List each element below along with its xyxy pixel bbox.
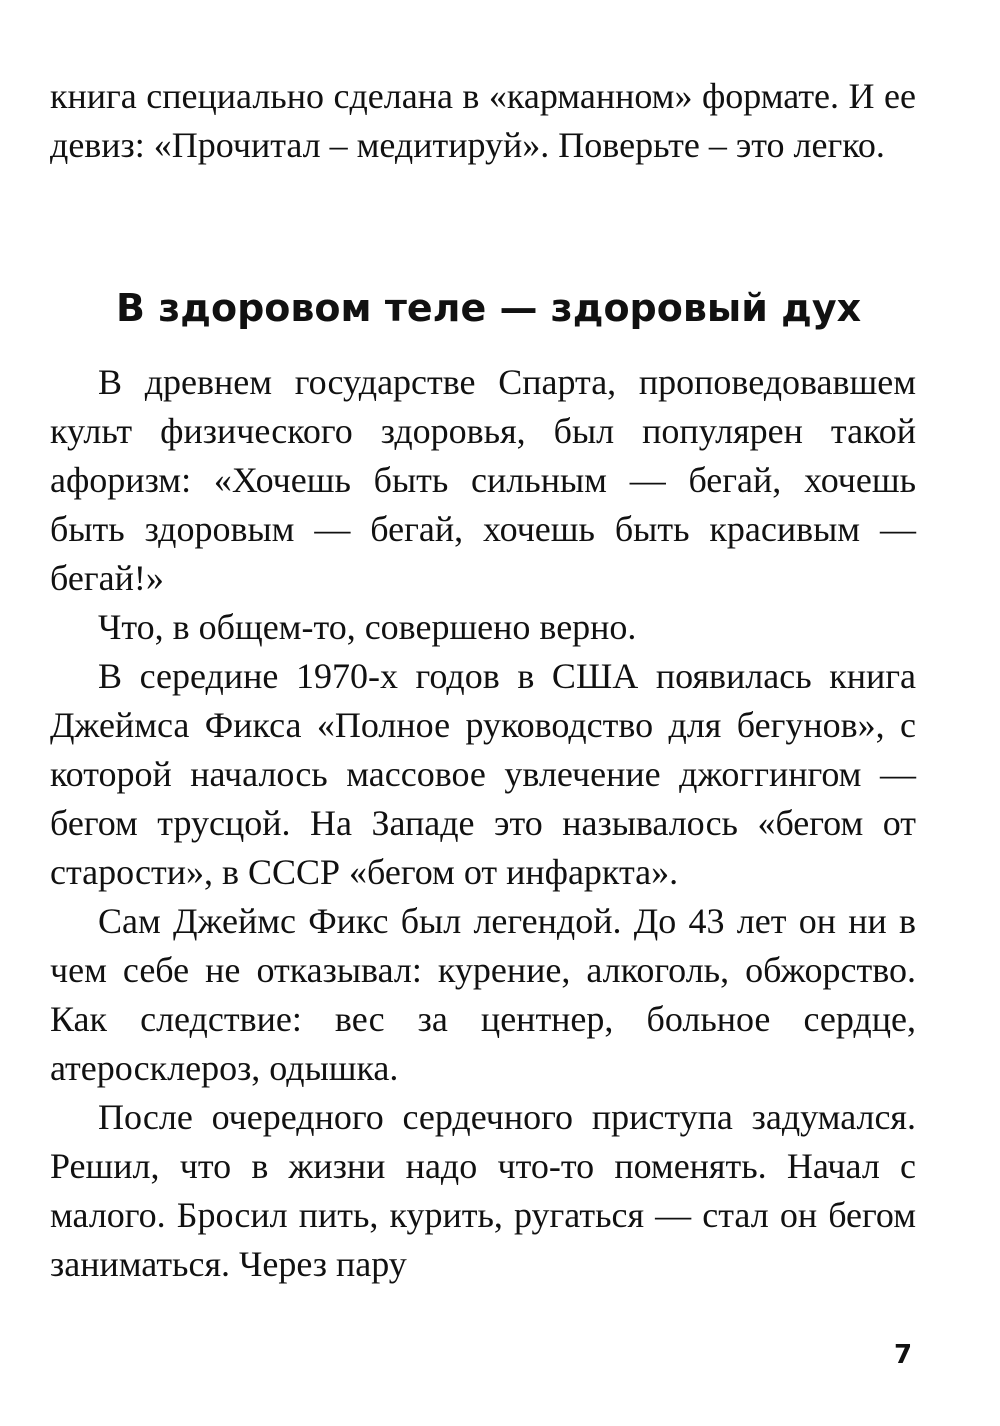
intro-paragraph: книга специально сделана в «карманном» формате. И ее девиз: «Прочитал – медитируй». Поверьте – это легко. <box>50 76 916 165</box>
intro-text <box>50 72 916 170</box>
body-paragraph-5: После очередного сердечного приступа задумался. Решил, что в жизни надо что-то поменять. Начал с малого. Бросил пить, курить, ругаться — стал он бегом заниматься. Через пару <box>50 1097 916 1284</box>
page-number: 7 <box>894 1340 913 1370</box>
section-heading: В здоровом теле — здоровый дух <box>116 286 862 330</box>
body-paragraph-2: Что, в общем-то, совершено верно. <box>98 607 637 647</box>
section-body <box>50 358 916 1289</box>
body-paragraph-1: В древнем государстве Спарта, проповедовавшем культ физического здоровья, был популярен такой афоризм: «Хочешь быть сильным — бегай, хочешь быть здоровым — бегай, хочешь быть красивым — бегай!» <box>50 362 916 598</box>
body-paragraph-3: В середине 1970-х годов в США появилась книга Джеймса Фикса «Полное руководство для бегунов», с которой началось массовое увлечение джоггингом — бегом трусцой. На Западе это называлось «бегом от старости», в СССР «бегом от инфаркта». <box>50 656 916 892</box>
body-paragraph-4: Сам Джеймс Фикс был легендой. До 43 лет он ни в чем себе не отказывал: курение, алкоголь, обжорство. Как следствие: вес за центнер, больное сердце, атеросклероз, одышка. <box>50 901 916 1088</box>
